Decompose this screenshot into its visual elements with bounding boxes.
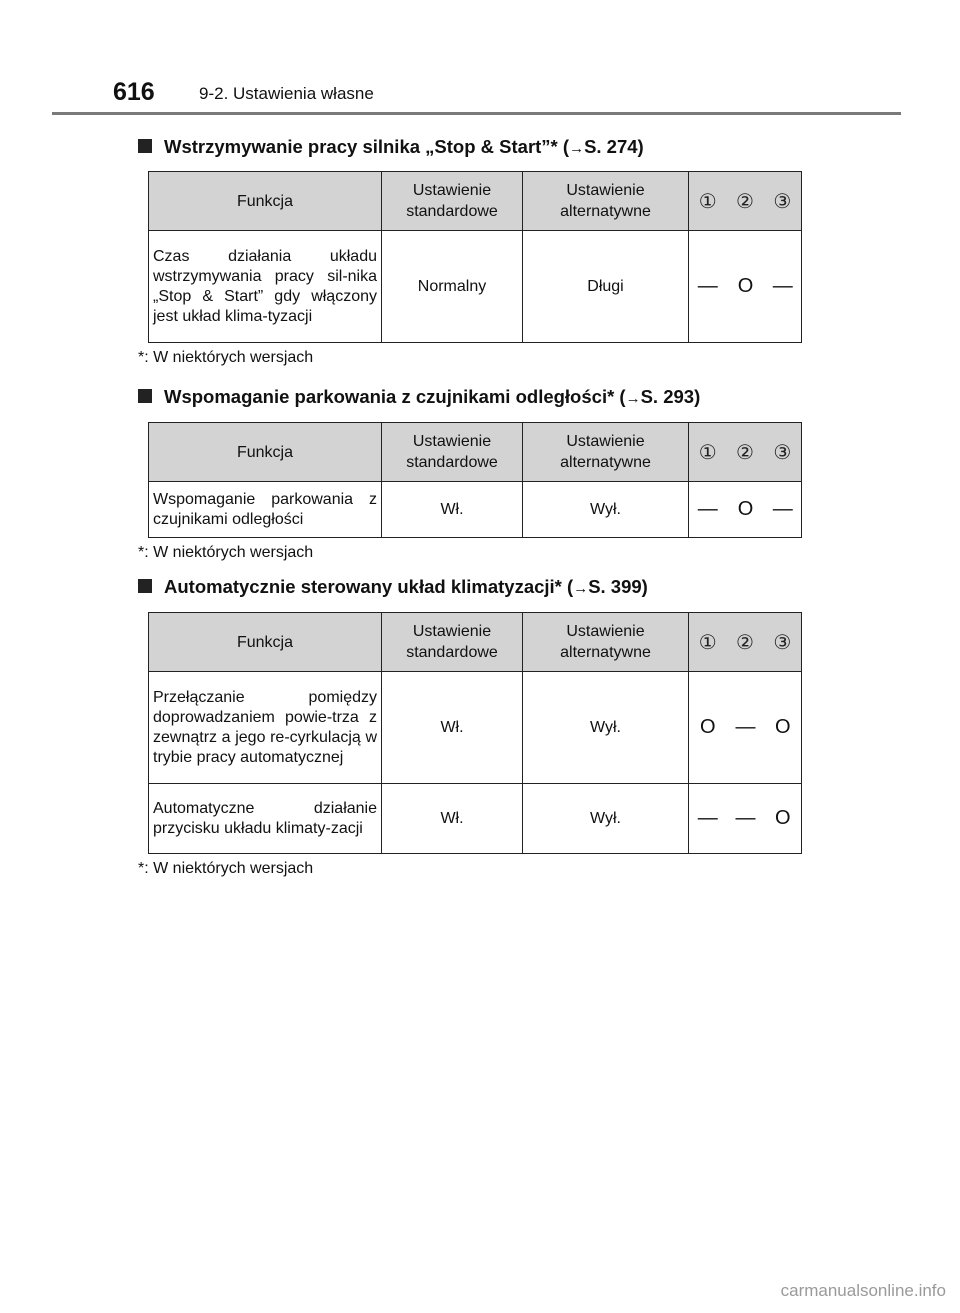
table-row bbox=[149, 231, 802, 343]
mark-cell-3: O bbox=[765, 672, 802, 784]
function-cell: Automatyczne działanie przycisku układu klimaty-zacji bbox=[149, 784, 382, 854]
settings-table bbox=[148, 612, 802, 854]
header-numbers bbox=[689, 613, 802, 672]
mark-cell-1: O bbox=[689, 672, 727, 784]
header-numbers bbox=[689, 172, 802, 231]
mark-cell-2: — bbox=[727, 672, 765, 784]
page-reference: S. 293) bbox=[640, 386, 701, 407]
default-cell: Normalny bbox=[382, 231, 523, 343]
table-row bbox=[149, 672, 802, 784]
alternative-cell: Wył. bbox=[523, 672, 689, 784]
header-divider bbox=[52, 112, 901, 115]
circled-three-icon: ③ bbox=[773, 188, 792, 213]
table-header-row bbox=[149, 423, 802, 482]
alternative-cell: Wył. bbox=[523, 784, 689, 854]
footnote: *: W niektórych wersjach bbox=[138, 860, 314, 877]
header-function: Funkcja bbox=[149, 423, 382, 482]
table-row bbox=[149, 784, 802, 854]
section-climate-control bbox=[138, 574, 801, 881]
header-default: Ustawienie standardowe bbox=[382, 613, 523, 672]
circled-one-icon: ① bbox=[698, 629, 717, 654]
section-title: Automatycznie sterowany układ klimatyzacji* ( bbox=[164, 576, 574, 597]
section-stop-start bbox=[138, 134, 801, 370]
mark-cell-3: — bbox=[765, 482, 802, 538]
header-default: Ustawienie standardowe bbox=[382, 172, 523, 231]
chapter-title: 9-2. Ustawienia własne bbox=[199, 84, 374, 103]
page-number: 616 bbox=[113, 78, 155, 106]
circled-two-icon: ② bbox=[736, 188, 754, 213]
function-cell: Wspomaganie parkowania z czujnikami odległości bbox=[149, 482, 382, 538]
arrow-right-icon: → bbox=[625, 390, 641, 407]
alternative-cell: Długi bbox=[523, 231, 689, 343]
circled-three-icon: ③ bbox=[773, 439, 792, 464]
circled-two-icon: ② bbox=[736, 629, 754, 654]
alternative-cell: Wył. bbox=[523, 482, 689, 538]
mark-cell-2: O bbox=[727, 231, 765, 343]
arrow-right-icon: → bbox=[569, 140, 585, 157]
mark-cell-2: O bbox=[727, 482, 765, 538]
footnote: *: W niektórych wersjach bbox=[138, 544, 314, 561]
table-header-row bbox=[149, 613, 802, 672]
header-alternative: Ustawienie alternatywne bbox=[523, 423, 689, 482]
function-cell: Przełączanie pomiędzy doprowadzaniem powie-trza z zewnątrz a jego re-cyrkulacją w trybie pracy automatycznej bbox=[149, 672, 382, 784]
section-title: Wspomaganie parkowania z czujnikami odległości* ( bbox=[164, 386, 626, 407]
section-heading bbox=[138, 134, 801, 160]
section-heading bbox=[138, 574, 801, 600]
circled-one-icon: ① bbox=[698, 188, 717, 213]
default-cell: Wł. bbox=[382, 482, 523, 538]
mark-cell-3: — bbox=[765, 231, 802, 343]
section-title: Wstrzymywanie pracy silnika „Stop & Start”* ( bbox=[164, 136, 570, 157]
page-reference: S. 274) bbox=[584, 136, 644, 157]
square-bullet-icon bbox=[138, 579, 152, 593]
settings-table bbox=[148, 422, 802, 538]
header-numbers bbox=[689, 423, 802, 482]
page-reference: S. 399) bbox=[588, 576, 648, 597]
square-bullet-icon bbox=[138, 139, 152, 153]
settings-table bbox=[148, 171, 802, 343]
table-header-row bbox=[149, 172, 802, 231]
circled-three-icon: ③ bbox=[773, 629, 792, 654]
default-cell: Wł. bbox=[382, 784, 523, 854]
table-row bbox=[149, 482, 802, 538]
square-bullet-icon bbox=[138, 389, 152, 403]
circled-two-icon: ② bbox=[736, 439, 754, 464]
mark-cell-3: O bbox=[765, 784, 802, 854]
header-function: Funkcja bbox=[149, 613, 382, 672]
default-cell: Wł. bbox=[382, 672, 523, 784]
footnote: *: W niektórych wersjach bbox=[138, 349, 314, 366]
header-alternative: Ustawienie alternatywne bbox=[523, 172, 689, 231]
page-header bbox=[0, 0, 960, 118]
header-function: Funkcja bbox=[149, 172, 382, 231]
section-parking-sensors bbox=[138, 384, 801, 565]
mark-cell-1: — bbox=[689, 784, 727, 854]
mark-cell-1: — bbox=[689, 482, 727, 538]
circled-one-icon: ① bbox=[698, 439, 717, 464]
mark-cell-2: — bbox=[727, 784, 765, 854]
mark-cell-1: — bbox=[689, 231, 727, 343]
watermark: carmanualsonline.info bbox=[780, 1281, 946, 1300]
arrow-right-icon: → bbox=[573, 580, 589, 597]
header-alternative: Ustawienie alternatywne bbox=[523, 613, 689, 672]
header-default: Ustawienie standardowe bbox=[382, 423, 523, 482]
section-heading bbox=[138, 384, 801, 410]
function-cell: Czas działania układu wstrzymywania pracy sil-nika „Stop & Start” gdy włączony jest układ klima-tyzacji bbox=[149, 231, 382, 343]
